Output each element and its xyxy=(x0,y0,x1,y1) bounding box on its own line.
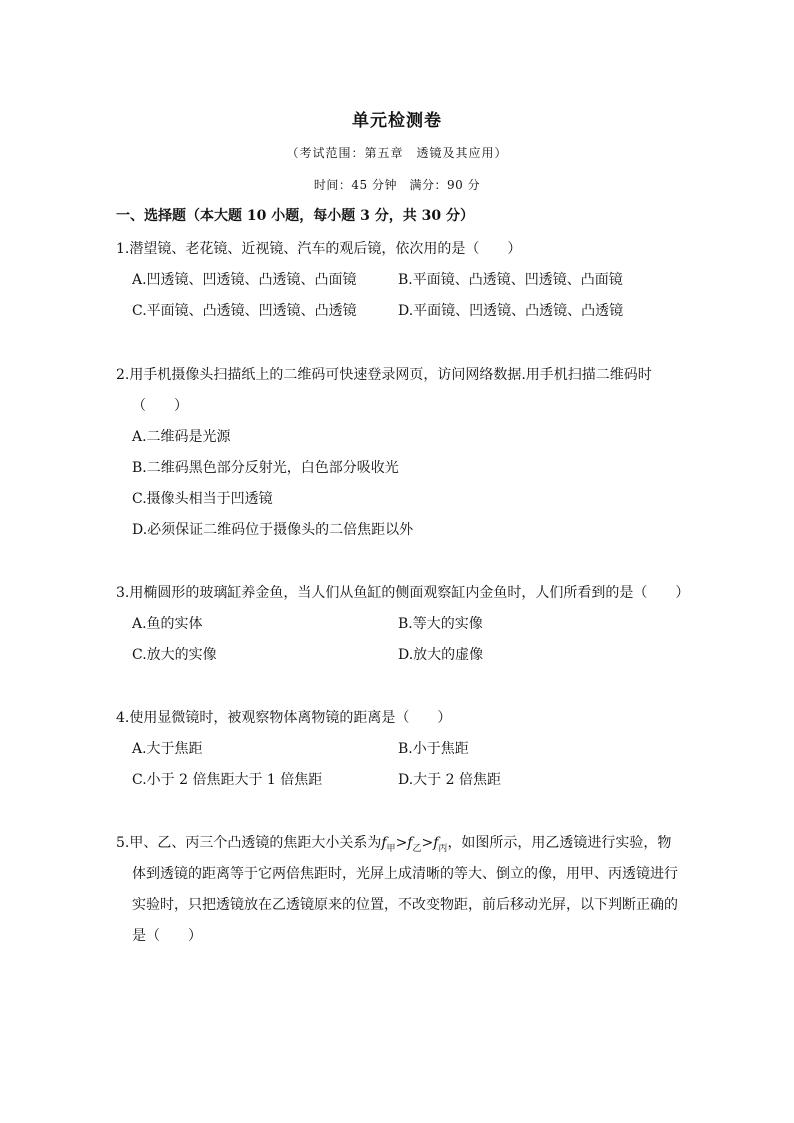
question-3-option-d[interactable]: D.放大的虚像 xyxy=(398,647,484,663)
question-4-option-c[interactable]: C.小于 2 倍焦距大于 1 倍焦距 xyxy=(132,772,323,788)
question-1-option-c[interactable]: C.平面镜、凸透镜、凹透镜、凸透镜 xyxy=(132,303,357,319)
question-2-option-d[interactable]: D.必须保证二维码位于摄像头的二倍焦距以外 xyxy=(132,522,414,538)
question-4-option-a[interactable]: A.大于焦距 xyxy=(132,741,203,757)
question-2-stem-continued: （ ） xyxy=(132,398,188,414)
question-2-stem: 2.用手机摄像头扫描纸上的二维码可快速登录网页，访问网络数据.用手机扫描二维码时 xyxy=(116,367,652,383)
question-1-option-d[interactable]: D.平面镜、凹透镜、凸透镜、凸透镜 xyxy=(398,303,624,319)
question-2-option-b[interactable]: B.二维码黑色部分反射光，白色部分吸收光 xyxy=(132,460,399,476)
question-1-option-a[interactable]: A.凹透镜、凹透镜、凸透镜、凸面镜 xyxy=(132,272,357,288)
question-3-option-a[interactable]: A.鱼的实体 xyxy=(132,616,203,632)
question-4-option-b[interactable]: B.小于焦距 xyxy=(398,741,469,757)
focal-subscript-bing: 丙 xyxy=(438,843,448,854)
focal-symbol-3: f xyxy=(433,835,439,851)
question-4-stem: 4.使用显微镜时，被观察物体离物镜的距离是（ ） xyxy=(116,710,452,726)
question-5-stem xyxy=(116,832,671,854)
greater-than-1: > xyxy=(395,835,408,851)
question-3-stem: 3.用椭圆形的玻璃缸养金鱼，当人们从鱼缸的侧面观察缸内金鱼时，人们所看到的是（ ） xyxy=(116,585,690,601)
question-3-option-c[interactable]: C.放大的实像 xyxy=(132,647,217,663)
question-5-line-4: 是（ ） xyxy=(132,928,202,944)
question-1-stem: 1.潜望镜、老花镜、近视镜、汽车的观后镜，依次用的是（ ） xyxy=(116,241,522,257)
question-4-option-d[interactable]: D.大于 2 倍焦距 xyxy=(398,772,501,788)
question-2-option-a[interactable]: A.二维码是光源 xyxy=(132,429,231,445)
question-2-option-c[interactable]: C.摄像头相当于凹透镜 xyxy=(132,491,273,507)
focal-subscript-jia: 甲 xyxy=(386,843,396,854)
section-heading: 一、选择题（本大题 10 小题，每小题 3 分，共 30 分） xyxy=(116,208,474,224)
question-5-suffix: ，如图所示，用乙透镜进行实验，物 xyxy=(447,835,672,851)
question-5-prefix: 5.甲、乙、丙三个凸透镜的焦距大小关系为 xyxy=(116,835,382,851)
page-title: 单元检测卷 xyxy=(352,111,442,131)
focal-symbol-2: f xyxy=(407,835,413,851)
question-5-line-3: 实验时，只把透镜放在乙透镜原来的位置，不改变物距，前后移动光屏，以下判断正确的 xyxy=(132,897,678,913)
focal-symbol-1: f xyxy=(381,835,387,851)
focal-subscript-yi: 乙 xyxy=(412,843,422,854)
greater-than-2: > xyxy=(421,835,434,851)
exam-scope: （考试范围：第五章 透镜及其应用） xyxy=(286,146,508,160)
time-and-score: 时间：45 分钟 满分：90 分 xyxy=(313,178,481,192)
question-5-line-2: 体到透镜的距离等于它两倍焦距时，光屏上成清晰的等大、倒立的像，用甲、丙透镜进行 xyxy=(132,866,678,882)
question-1-option-b[interactable]: B.平面镜、凸透镜、凹透镜、凸面镜 xyxy=(398,272,623,288)
question-3-option-b[interactable]: B.等大的实像 xyxy=(398,616,483,632)
